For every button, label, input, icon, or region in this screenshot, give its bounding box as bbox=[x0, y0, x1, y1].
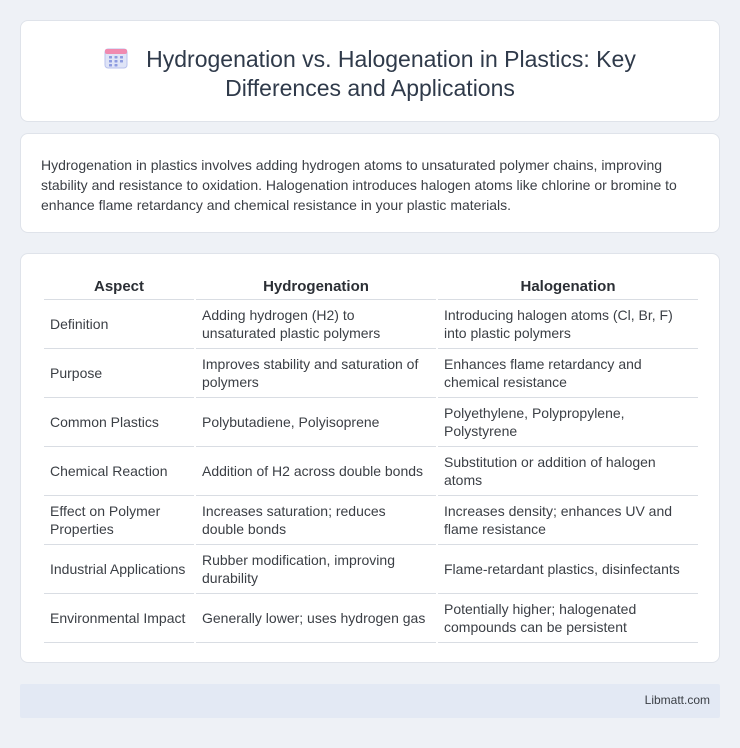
intro-text: Hydrogenation in plastics involves adding hydrogen atoms to unsaturated polymer chains, improving stability and resistance to oxidation. Halogenation introduces halogen atoms like chlorine or bromine to enhance flame retardancy and chemical resistance in your plastic materials. bbox=[41, 157, 677, 213]
cell-hydrogenation: Adding hydrogen (H2) to unsaturated plastic polymers bbox=[196, 300, 436, 349]
cell-halogenation: Substitution or addition of halogen atoms bbox=[438, 447, 698, 496]
header-halogenation: Halogenation bbox=[438, 274, 698, 300]
title-card bbox=[20, 20, 720, 122]
cell-hydrogenation: Generally lower; uses hydrogen gas bbox=[196, 594, 436, 643]
cell-aspect: Industrial Applications bbox=[44, 545, 194, 594]
footer-bar bbox=[20, 684, 720, 718]
intro-card bbox=[20, 133, 720, 233]
cell-hydrogenation: Polybutadiene, Polyisoprene bbox=[196, 398, 436, 447]
cell-hydrogenation: Improves stability and saturation of polymers bbox=[196, 349, 436, 398]
cell-halogenation: Potentially higher; halogenated compounds can be persistent bbox=[438, 594, 698, 643]
cell-aspect: Effect on Polymer Properties bbox=[44, 496, 194, 545]
cell-aspect: Environmental Impact bbox=[44, 594, 194, 643]
table-row bbox=[44, 398, 698, 447]
cell-hydrogenation: Increases saturation; reduces double bonds bbox=[196, 496, 436, 545]
table-row bbox=[44, 594, 698, 643]
cell-hydrogenation: Rubber modification, improving durability bbox=[196, 545, 436, 594]
cell-aspect: Common Plastics bbox=[44, 398, 194, 447]
cell-aspect: Purpose bbox=[44, 349, 194, 398]
cell-halogenation: Increases density; enhances UV and flame resistance bbox=[438, 496, 698, 545]
table-row bbox=[44, 447, 698, 496]
table-row bbox=[44, 545, 698, 594]
cell-halogenation: Polyethylene, Polypropylene, Polystyrene bbox=[438, 398, 698, 447]
table-row bbox=[44, 496, 698, 545]
cell-halogenation: Flame-retardant plastics, disinfectants bbox=[438, 545, 698, 594]
calendar-icon bbox=[104, 47, 128, 69]
comparison-card bbox=[20, 253, 720, 663]
cell-aspect: Definition bbox=[44, 300, 194, 349]
table-row bbox=[44, 300, 698, 349]
cell-halogenation: Introducing halogen atoms (Cl, Br, F) into plastic polymers bbox=[438, 300, 698, 349]
cell-aspect: Chemical Reaction bbox=[44, 447, 194, 496]
header-aspect: Aspect bbox=[44, 274, 194, 300]
table-header-row bbox=[44, 274, 698, 300]
header-hydrogenation: Hydrogenation bbox=[196, 274, 436, 300]
page-title bbox=[21, 45, 719, 103]
footer-brand-link[interactable]: Libmatt.com bbox=[644, 693, 710, 707]
cell-halogenation: Enhances flame retardancy and chemical resistance bbox=[438, 349, 698, 398]
comparison-table bbox=[42, 274, 700, 643]
cell-hydrogenation: Addition of H2 across double bonds bbox=[196, 447, 436, 496]
table-row bbox=[44, 349, 698, 398]
title-text: Hydrogenation vs. Halogenation in Plastics: Key Differences and Applications bbox=[146, 46, 636, 101]
